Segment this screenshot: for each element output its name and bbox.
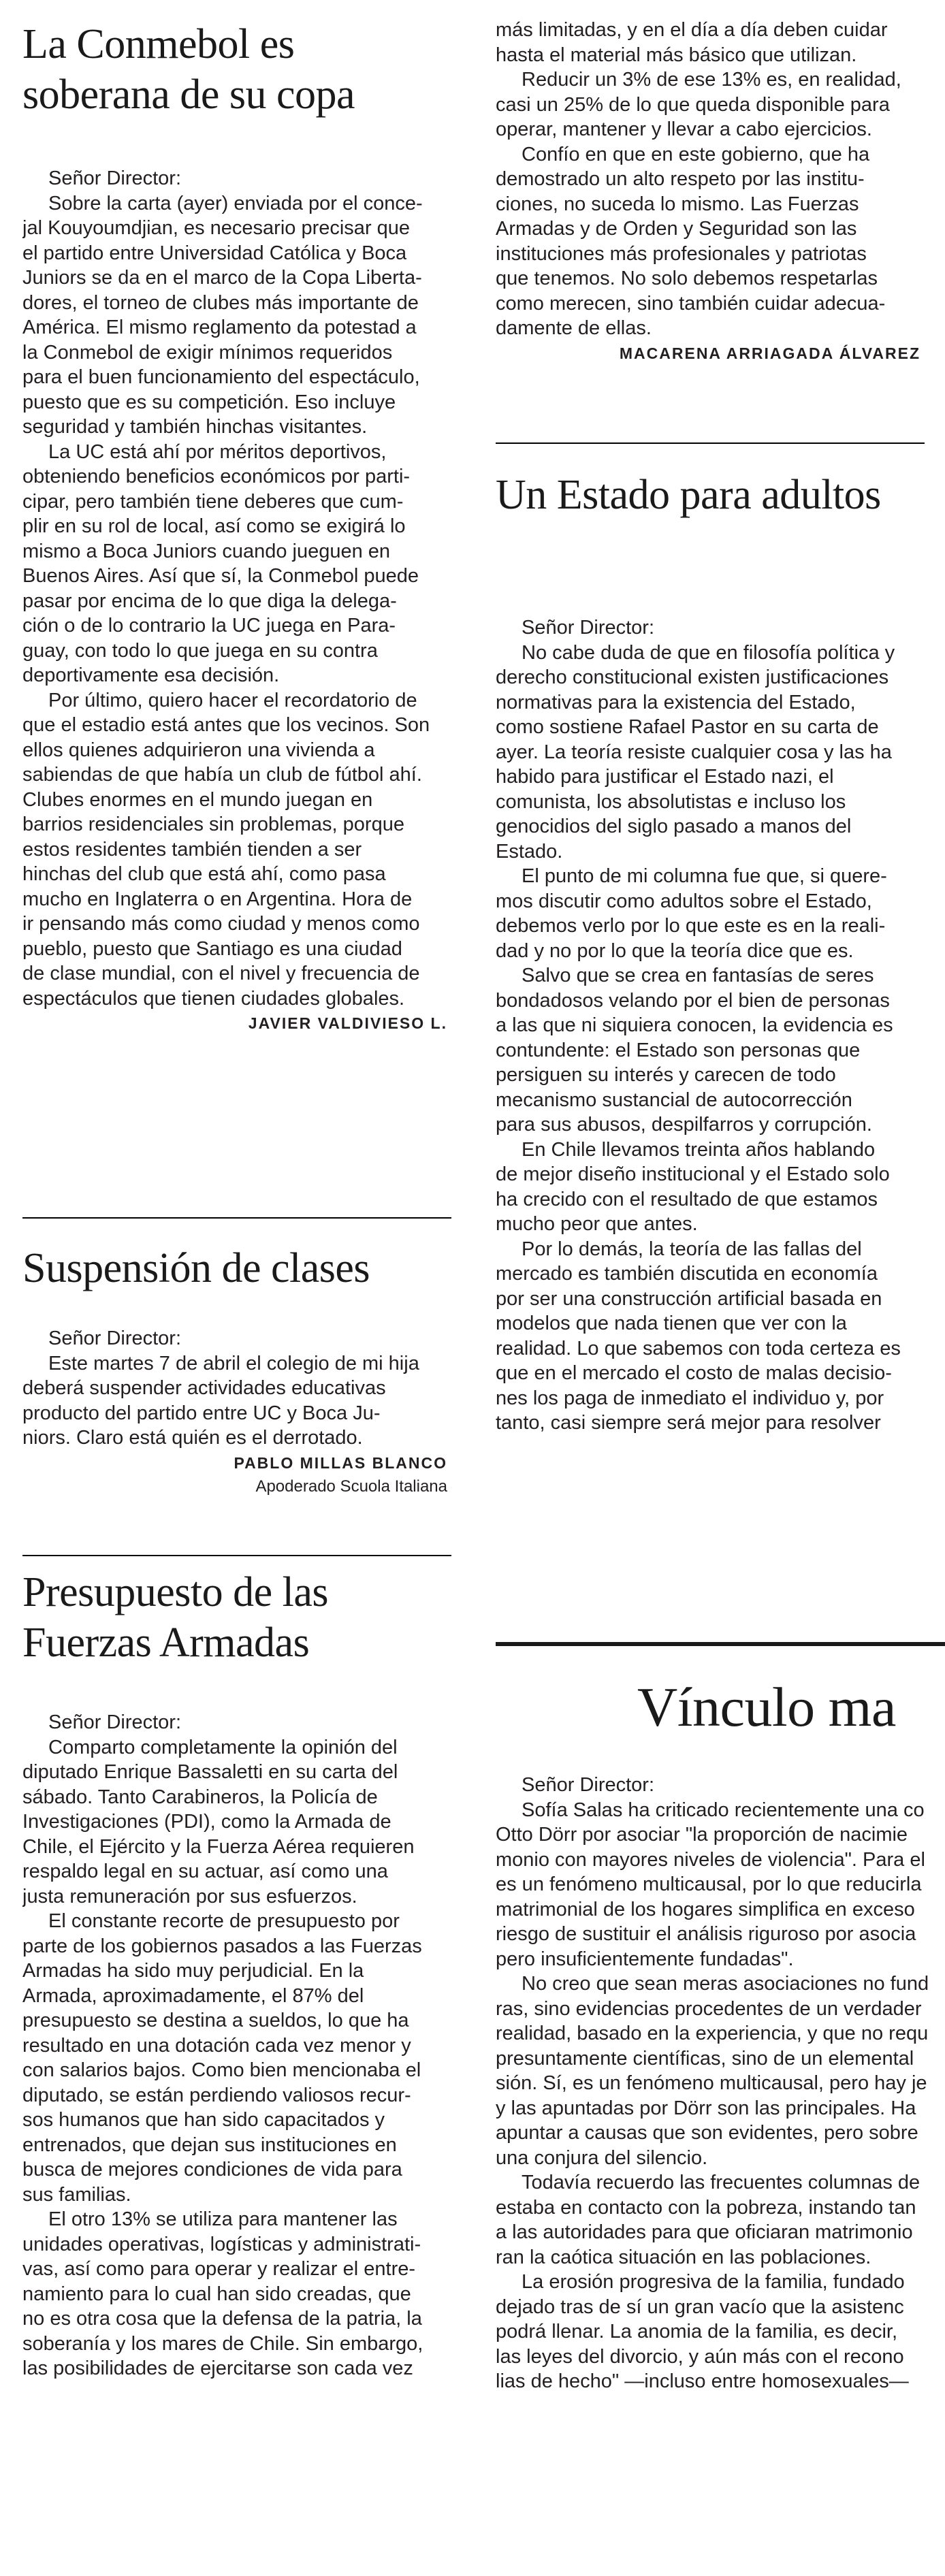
article-conmebol xyxy=(22,19,451,120)
headline-estado: Un Estado para adultos xyxy=(496,472,881,518)
letter-body-suspension xyxy=(22,1326,451,1498)
paragraph: Este martes 7 de abril el colegio de mi hija deberá suspender actividades educativas producto del partido entre UC y Boca Ju- niors. Claro está quién es el derrotado. xyxy=(22,1352,419,1449)
signature: JAVIER VALDIVIESO L. xyxy=(248,1014,447,1032)
paragraph: Reducir un 3% de ese 13% es, en realidad, casi un 25% de lo que queda disponible para operar, mantener y llevar a cabo ejercicios. xyxy=(496,69,901,140)
divider xyxy=(22,1555,451,1556)
salutation: Señor Director: xyxy=(48,167,182,189)
paragraph: Confío en que en este gobierno, que ha demostrado un alto respeto por las institu- ciones, no suceda lo mismo. Las Fuerzas Armadas y de Orden y Seguridad son las instituciones más profesionales y patriotas que tenemos. No solo debemos respetarlas como merecen, sino también cuidar adecua- damente de ellas. xyxy=(496,143,886,339)
paragraph: La UC está ahí por méritos deportivos, obteniendo beneficios económicos por parti- cipar, pero también tiene deberes que cum- plir en su rol de local, así como se exigirá lo mismo a Boca Juniors cuando jueguen en Buenos Aires. Así que sí, la Conmebol puede pasar por encima de lo que diga la delega- ción o de lo contrario la UC juega en Para- guay, con todo lo que juega en su contra deportivamente esa decisión. xyxy=(22,440,419,686)
paragraph: Por último, quiero hacer el recordatorio de que el estadio está antes que los vecinos. Son ellos quienes adquirieron una vivienda a sabiendas de que había un club de fútbol ahí. Clubes enormes en el mundo juegan en barrios residenciales sin problemas, porque estos residentes también tienden a ser hinchas del club que está ahí, como pasa mucho en Inglaterra o en Argentina. Hora de ir pensando más como ciudad y menos como pueblo, puesto que Santiago es una ciudad de clase mundial, con el nivel y frecuencia de espectáculos que tienen ciudades globales. xyxy=(22,689,430,1010)
salutation: Señor Director: xyxy=(522,1774,655,1796)
divider xyxy=(496,442,925,444)
paragraph: Salvo que se crea en fantasías de seres bondadosos velando por el bien de personas a las que ni siquiera conocen, la evidencia es contundente: el Estado son personas que persiguen su interés y carecen de todo mecanismo sustancial de autocorrección para sus abusos, despilfarros y corrupción. xyxy=(496,965,893,1136)
paragraph: El punto de mi columna fue que, si quere- mos discutir como adultos sobre el Estado, debemos verlo por lo que este es en la reali- dad y no por lo que la teoría dice que es. xyxy=(496,865,887,962)
salutation: Señor Director: xyxy=(522,617,655,639)
letter-body-vinculo xyxy=(496,1773,945,2394)
paragraph: Comparto completamente la opinión del diputado Enrique Bassaletti en su carta del sábado. Tanto Carabineros, la Policía de Investigaciones (PDI), como la Armada de Chile, el Ejército y la Fuerza Aérea requieren respaldo legal en su actuar, así como una justa remuneración por sus esfuerzos. xyxy=(22,1736,415,1907)
signature: MACARENA ARRIAGADA ÁLVAREZ xyxy=(619,344,920,362)
paragraph: más limitadas, y en el día a día deben cuidar hasta el material más básico que utilizan. xyxy=(496,19,888,66)
headline-suspension: Suspensión de clases xyxy=(22,1245,370,1291)
salutation: Señor Director: xyxy=(48,1327,182,1349)
letter-body-conmebol xyxy=(22,166,451,1035)
paragraph: Por lo demás, la teoría de las fallas del mercado es también discutida en economía por ser una construcción artificial basada en modelos que nada tienen que ver con la realidad. Lo que sabemos con toda certeza es que en el mercado el costo de malas decisio- nes los paga de inmediato el individuo y, por tanto, casi siempre será mejor para resolver xyxy=(496,1238,901,1434)
paragraph: Sobre la carta (ayer) enviada por el conce- jal Kouyoumdjian, es necesario precisar que el partido entre Universidad Católica y Boca Juniors se da en el marco de la Copa Liberta- dores, el torneo de clubes más importante de América. El mismo reglamento da potestad a la Conmebol de exigir mínimos requeridos para el buen funcionamiento del espectáculo, puesto que es su competición. Eso incluye seguridad y también hinchas visitantes. xyxy=(22,192,423,438)
signature-title: Apoderado Scuola Italiana xyxy=(255,1477,447,1496)
paragraph: En Chile llevamos treinta años hablando de mejor diseño institucional y el Estado solo ha crecido con el resultado de que estamos mucho peor que antes. xyxy=(496,1138,890,1235)
divider xyxy=(22,1217,451,1219)
paragraph: El otro 13% se utiliza para mantener las unidades operativas, logísticas y administrati- vas, así como para operar y realizar el entre- namiento para lo cual han sido creadas, que no es otra cosa que la defensa de la patria, la soberanía y los mares de Chile. Sin embargo, las posibilidades de ejercitarse son cada vez xyxy=(22,2208,423,2379)
headline-presupuesto: Presupuesto de las Fuerzas Armadas xyxy=(22,1569,329,1666)
salutation: Señor Director: xyxy=(48,1711,182,1733)
paragraph: El constante recorte de presupuesto por parte de los gobiernos pasados a las Fuerzas Armadas ha sido muy perjudicial. En la Armada, aproximadamente, el 87% del presupuesto se destina a sueldos, lo que ha resultado en una dotación cada vez menor y con salarios bajos. Como bien mencionaba el diputado, se están perdiendo valiosos recur- sos humanos que han sido capacitados y entrenados, que dejan sus instituciones en busca de mejores condiciones de vida para sus familias. xyxy=(22,1910,422,2206)
letter-body-presupuesto-cont xyxy=(496,18,925,366)
signature: PABLO MILLAS BLANCO xyxy=(234,1453,447,1472)
paragraph: No cabe duda de que en filosofía política y derecho constitucional existen justificaciones normativas para la existencia del Estado, como sostiene Rafael Pastor en su carta de ayer. La teoría resiste cualquier cosa y las ha habido para justificar el Estado nazi, el comunista, los absolutistas e incluso los genocidios del siglo pasado a manos del Estado. xyxy=(496,641,895,863)
section-divider xyxy=(496,1642,945,1646)
paragraph: No creo que sean meras asociaciones no fund ras, sino evidencias procedentes de un verdader realidad, basado en la experiencia, y que no requ presuntamente científicas, sino de un elemental sión. Sí, es un fenómeno multicausal, pero hay je y las apuntadas por Dörr son las principales. Ha apuntar a causas que son evidentes, pero sobre una conjura del silencio. xyxy=(496,1973,929,2169)
paragraph: La erosión progresiva de la familia, fundado dejado tras de sí un gran vacío que la asistenc podrá llenar. La anomia de la familia, es decir, las leyes del divorcio, y aún más con el recono lias de hecho" —incluso entre homosexuales— xyxy=(496,2271,909,2392)
letter-body-presupuesto xyxy=(22,1710,451,2381)
headline-vinculo: Vínculo ma xyxy=(637,1676,896,1738)
letter-body-estado xyxy=(496,615,925,1436)
headline-conmebol: La Conmebol es soberana de su copa xyxy=(22,21,355,118)
paragraph: Sofía Salas ha criticado recientemente una co Otto Dörr por asociar "la proporción de nacimie monio con mayores niveles de violencia". Para el es un fenómeno multicausal, por lo que reducirla matrimonial de los hogares simplifica en exceso riesgo de sustituir el análisis riguroso por asocia pero insuficientemente fundadas". xyxy=(496,1799,925,1970)
paragraph: Todavía recuerdo las frecuentes columnas de estaba en contacto con la pobreza, instando tan a las autoridades para que oficiaran matrimonio ran la caótica situación en las poblaciones. xyxy=(496,2172,920,2268)
